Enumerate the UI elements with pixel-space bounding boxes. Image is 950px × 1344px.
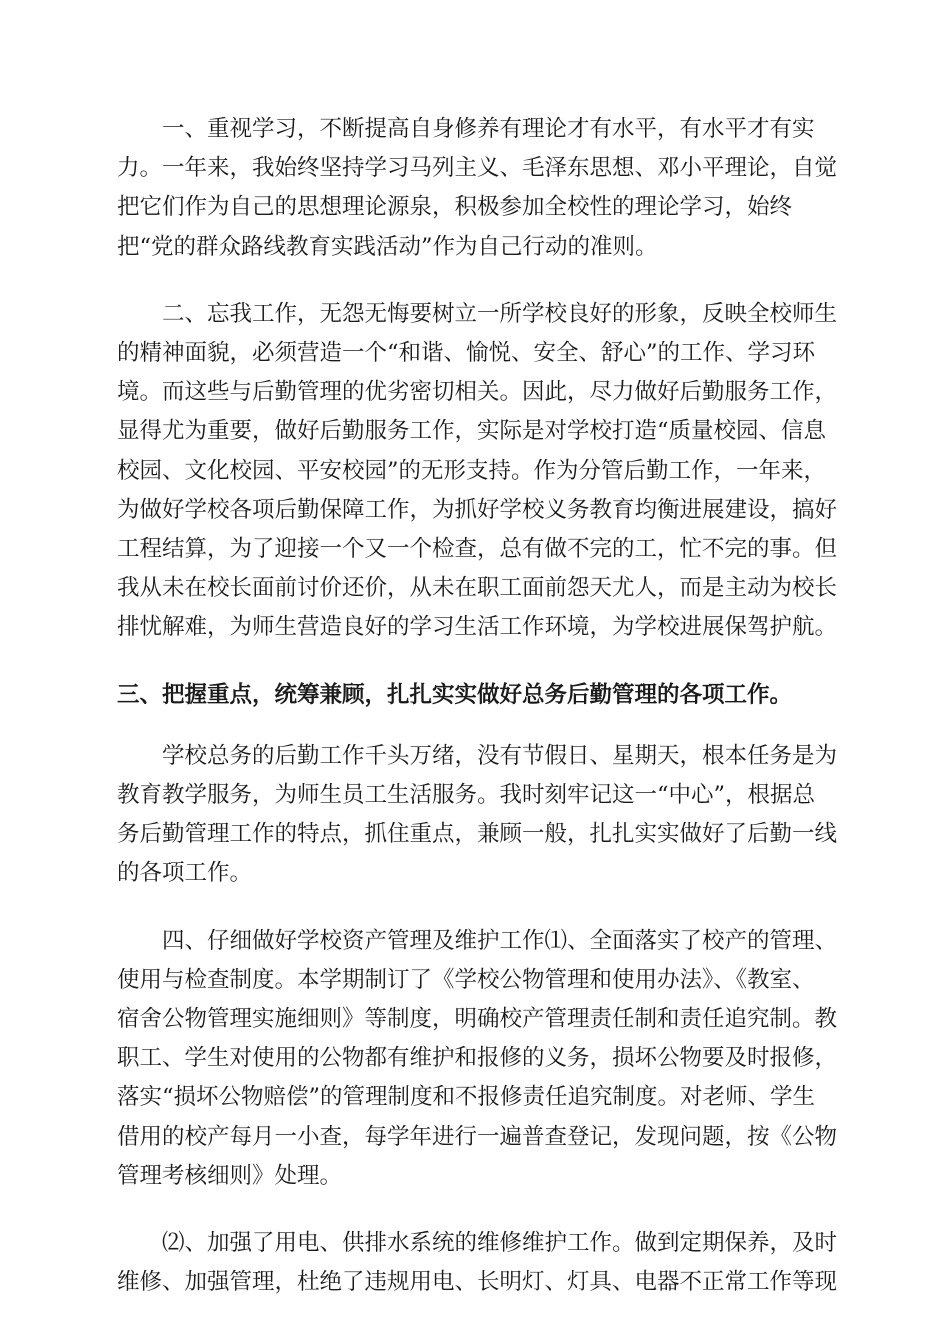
text-line: 力。一年来，我始终坚持学习马列主义、毛泽东思想、邓小平理论，自觉 bbox=[117, 155, 838, 182]
text-line: 宿舍公物管理实施细则》等制度，明确校产管理责任制和责任追究制。教 bbox=[117, 1006, 838, 1033]
text-line: 的精神面貌，必须营造一个“和谐、愉悦、安全、舒心”的工作、学习环 bbox=[117, 340, 816, 367]
document-page bbox=[117, 110, 838, 1330]
paragraph-study bbox=[117, 110, 838, 267]
paragraph-assets bbox=[117, 922, 838, 1196]
text-line: 把“党的群众路线教育实践活动”作为自己行动的准则。 bbox=[117, 233, 658, 260]
paragraph-dedication bbox=[117, 295, 838, 648]
text-line: 把它们作为自己的思想理论源泉，积极参加全校性的理论学习，始终 bbox=[117, 194, 793, 221]
text-line: 学校总务的后勤工作千头万绪，没有节假日、星期天，根本任务是为 bbox=[162, 742, 838, 769]
text-line: 显得尤为重要，做好后勤服务工作，实际是对学校打造“质量校园、信息 bbox=[117, 418, 827, 445]
text-line: 校园、文化校园、平安校园”的无形支持。作为分管后勤工作，一年来， bbox=[117, 457, 827, 484]
text-line: 管理考核细则》处理。 bbox=[117, 1162, 343, 1189]
text-line: 工程结算，为了迎接一个又一个检查，总有做不完的工，忙不完的事。但 bbox=[117, 536, 838, 563]
text-line: ⑵、加强了用电、供排水系统的维修维护工作。做到定期保养，及时 bbox=[162, 1230, 838, 1257]
paragraph-logistics bbox=[117, 737, 838, 894]
text-line: 二、忘我工作，无怨无悔要树立一所学校良好的形象，反映全校师生 bbox=[162, 300, 838, 327]
text-line: 一、重视学习，不断提高自身修养有理论才有水平，有水平才有实 bbox=[162, 116, 815, 142]
text-line: 教育教学服务，为师生员工生活服务。我时刻牢记这一“中心”，根据总 bbox=[117, 782, 816, 809]
section-heading: 三、把握重点，统筹兼顾，扎扎实实做好总务后勤管理的各项工作。 bbox=[117, 681, 793, 708]
text-line: 借用的校产每月一小查，每学年进行一遍普查登记，发现问题，按《公物 bbox=[117, 1123, 838, 1150]
text-line: 为做好学校各项后勤保障工作，为抓好学校义务教育均衡进展建设，搞好 bbox=[117, 496, 838, 523]
text-line: 的各项工作。 bbox=[117, 860, 253, 887]
text-line: 四、仔细做好学校资产管理及维护工作⑴、全面落实了校产的管理、 bbox=[162, 927, 838, 954]
text-line: 境。而这些与后勤管理的优劣密切相关。因此，尽力做好后勤服务工作， bbox=[117, 379, 838, 406]
paragraph-electrical bbox=[117, 1224, 838, 1302]
text-line: 排忧解难，为师生营造良好的学习生活工作环境，为学校进展保驾护航。 bbox=[117, 614, 838, 641]
text-line: 维修、加强管理，杜绝了违规用电、长明灯、灯具、电器不正常工作等现 bbox=[117, 1269, 838, 1296]
text-line: 我从未在校长面前讨价还价，从未在职工面前怨天尤人，而是主动为校长 bbox=[117, 575, 838, 602]
text-line: 落实“损坏公物赔偿”的管理制度和不报修责任追究制度。对老师、学生 bbox=[117, 1084, 816, 1111]
text-line: 务后勤管理工作的特点，抓住重点，兼顾一般，扎扎实实做好了后勤一线 bbox=[117, 821, 838, 848]
text-line: 使用与检查制度。本学期制订了《学校公物管理和使用办法》、《教室、 bbox=[117, 966, 815, 993]
text-line: 职工、学生对使用的公物都有维护和报修的义务，损坏公物要及时报修， bbox=[117, 1045, 838, 1072]
